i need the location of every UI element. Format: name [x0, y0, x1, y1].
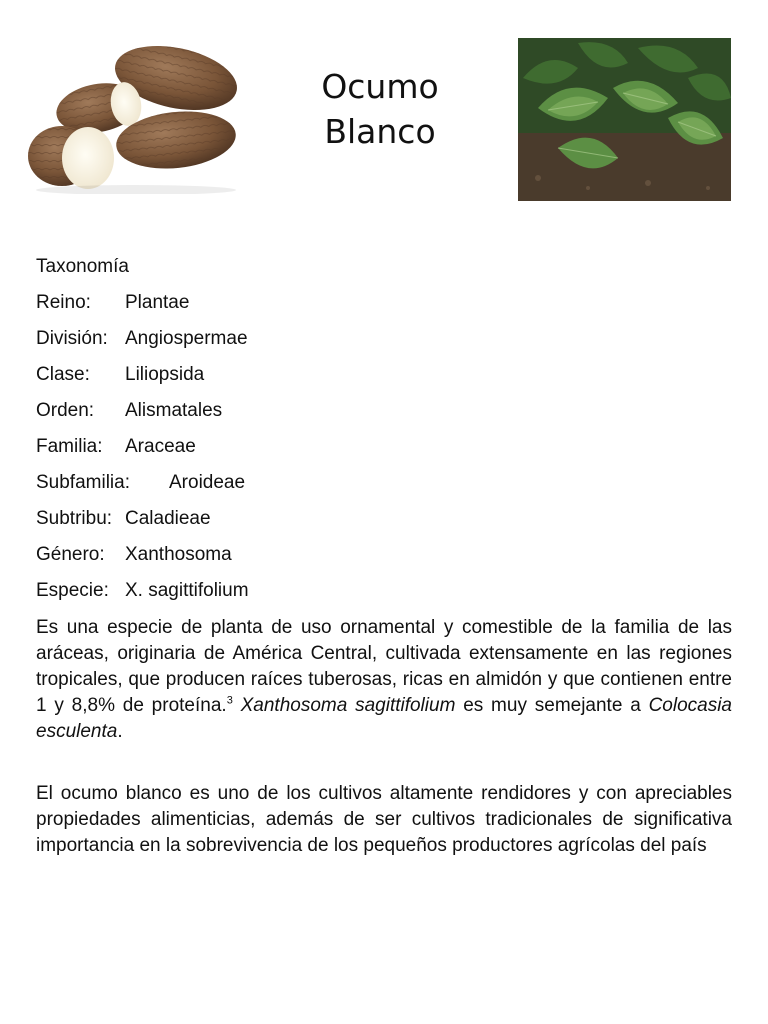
taxonomy-row-reino [36, 291, 536, 327]
title-line-1: Ocumo [321, 67, 439, 106]
taxonomy-label: Clase: [36, 364, 90, 385]
paragraph-text: . [117, 721, 123, 742]
taxonomy-value: X. sagittifolium [125, 580, 249, 601]
importance-paragraph: El ocumo blanco es uno de los cultivos altamente rendidores y con apreciables propiedades alimenticias, además de ser cultivos tradicionales de significativa importancia en la sobrevivencia de los pequeños productores agrícolas del país [36, 783, 732, 856]
title-line-2: Blanco [324, 112, 436, 151]
taxonomy-row-subfamilia [36, 471, 536, 507]
taxonomy-value: Caladieae [125, 508, 211, 529]
taxonomy-value: Alismatales [125, 400, 223, 421]
taxonomy-value: Xanthosoma [125, 544, 232, 565]
taxonomy-value: Aroideae [169, 472, 246, 493]
taxonomy-label: Subtribu: [36, 508, 113, 529]
taxonomy-value: Plantae [125, 292, 190, 313]
page-title [290, 64, 470, 154]
taxonomy-list [36, 291, 536, 615]
taxonomy-row-division [36, 327, 536, 363]
taxonomy-label: Reino: [36, 292, 91, 313]
footnote-reference[interactable]: 3 [226, 694, 233, 707]
taxonomy-heading: Taxonomía [36, 256, 129, 277]
taxonomy-value: Araceae [125, 436, 196, 457]
taxonomy-label: División: [36, 328, 108, 349]
paragraph-text: Es una especie de planta de uso ornamental y comestible de la familia de las aráceas, originaria de América Central, cultivada extensamente en las regiones tropicales, que producen raíces tuberosas, ricas en almidón y que contienen entre 1 y 8,8% de proteína. [36, 617, 732, 716]
taxonomy-label: Subfamilia: [36, 472, 130, 493]
description-paragraph [36, 615, 732, 745]
species-name-italic: Xanthosoma sagittifolium [240, 695, 456, 716]
taxonomy-label: Familia: [36, 436, 103, 457]
taxonomy-row-familia [36, 435, 536, 471]
paragraph-text: es muy semejante a [455, 695, 649, 716]
taxonomy-row-especie [36, 579, 536, 615]
taxonomy-row-orden [36, 399, 536, 435]
taxonomy-label: Especie: [36, 580, 109, 601]
ocumo-tubers-image [26, 38, 242, 194]
taxonomy-row-clase [36, 363, 536, 399]
taxonomy-label: Género: [36, 544, 105, 565]
taxonomy-value: Angiospermae [125, 328, 248, 349]
taxonomy-row-subtribu [36, 507, 536, 543]
taxonomy-label: Orden: [36, 400, 95, 421]
taxonomy-value: Liliopsida [125, 364, 205, 385]
ocumo-plants-field-image [518, 38, 731, 201]
related-species-italic: Colocasia esculenta [36, 695, 732, 742]
taxonomy-row-genero [36, 543, 536, 579]
